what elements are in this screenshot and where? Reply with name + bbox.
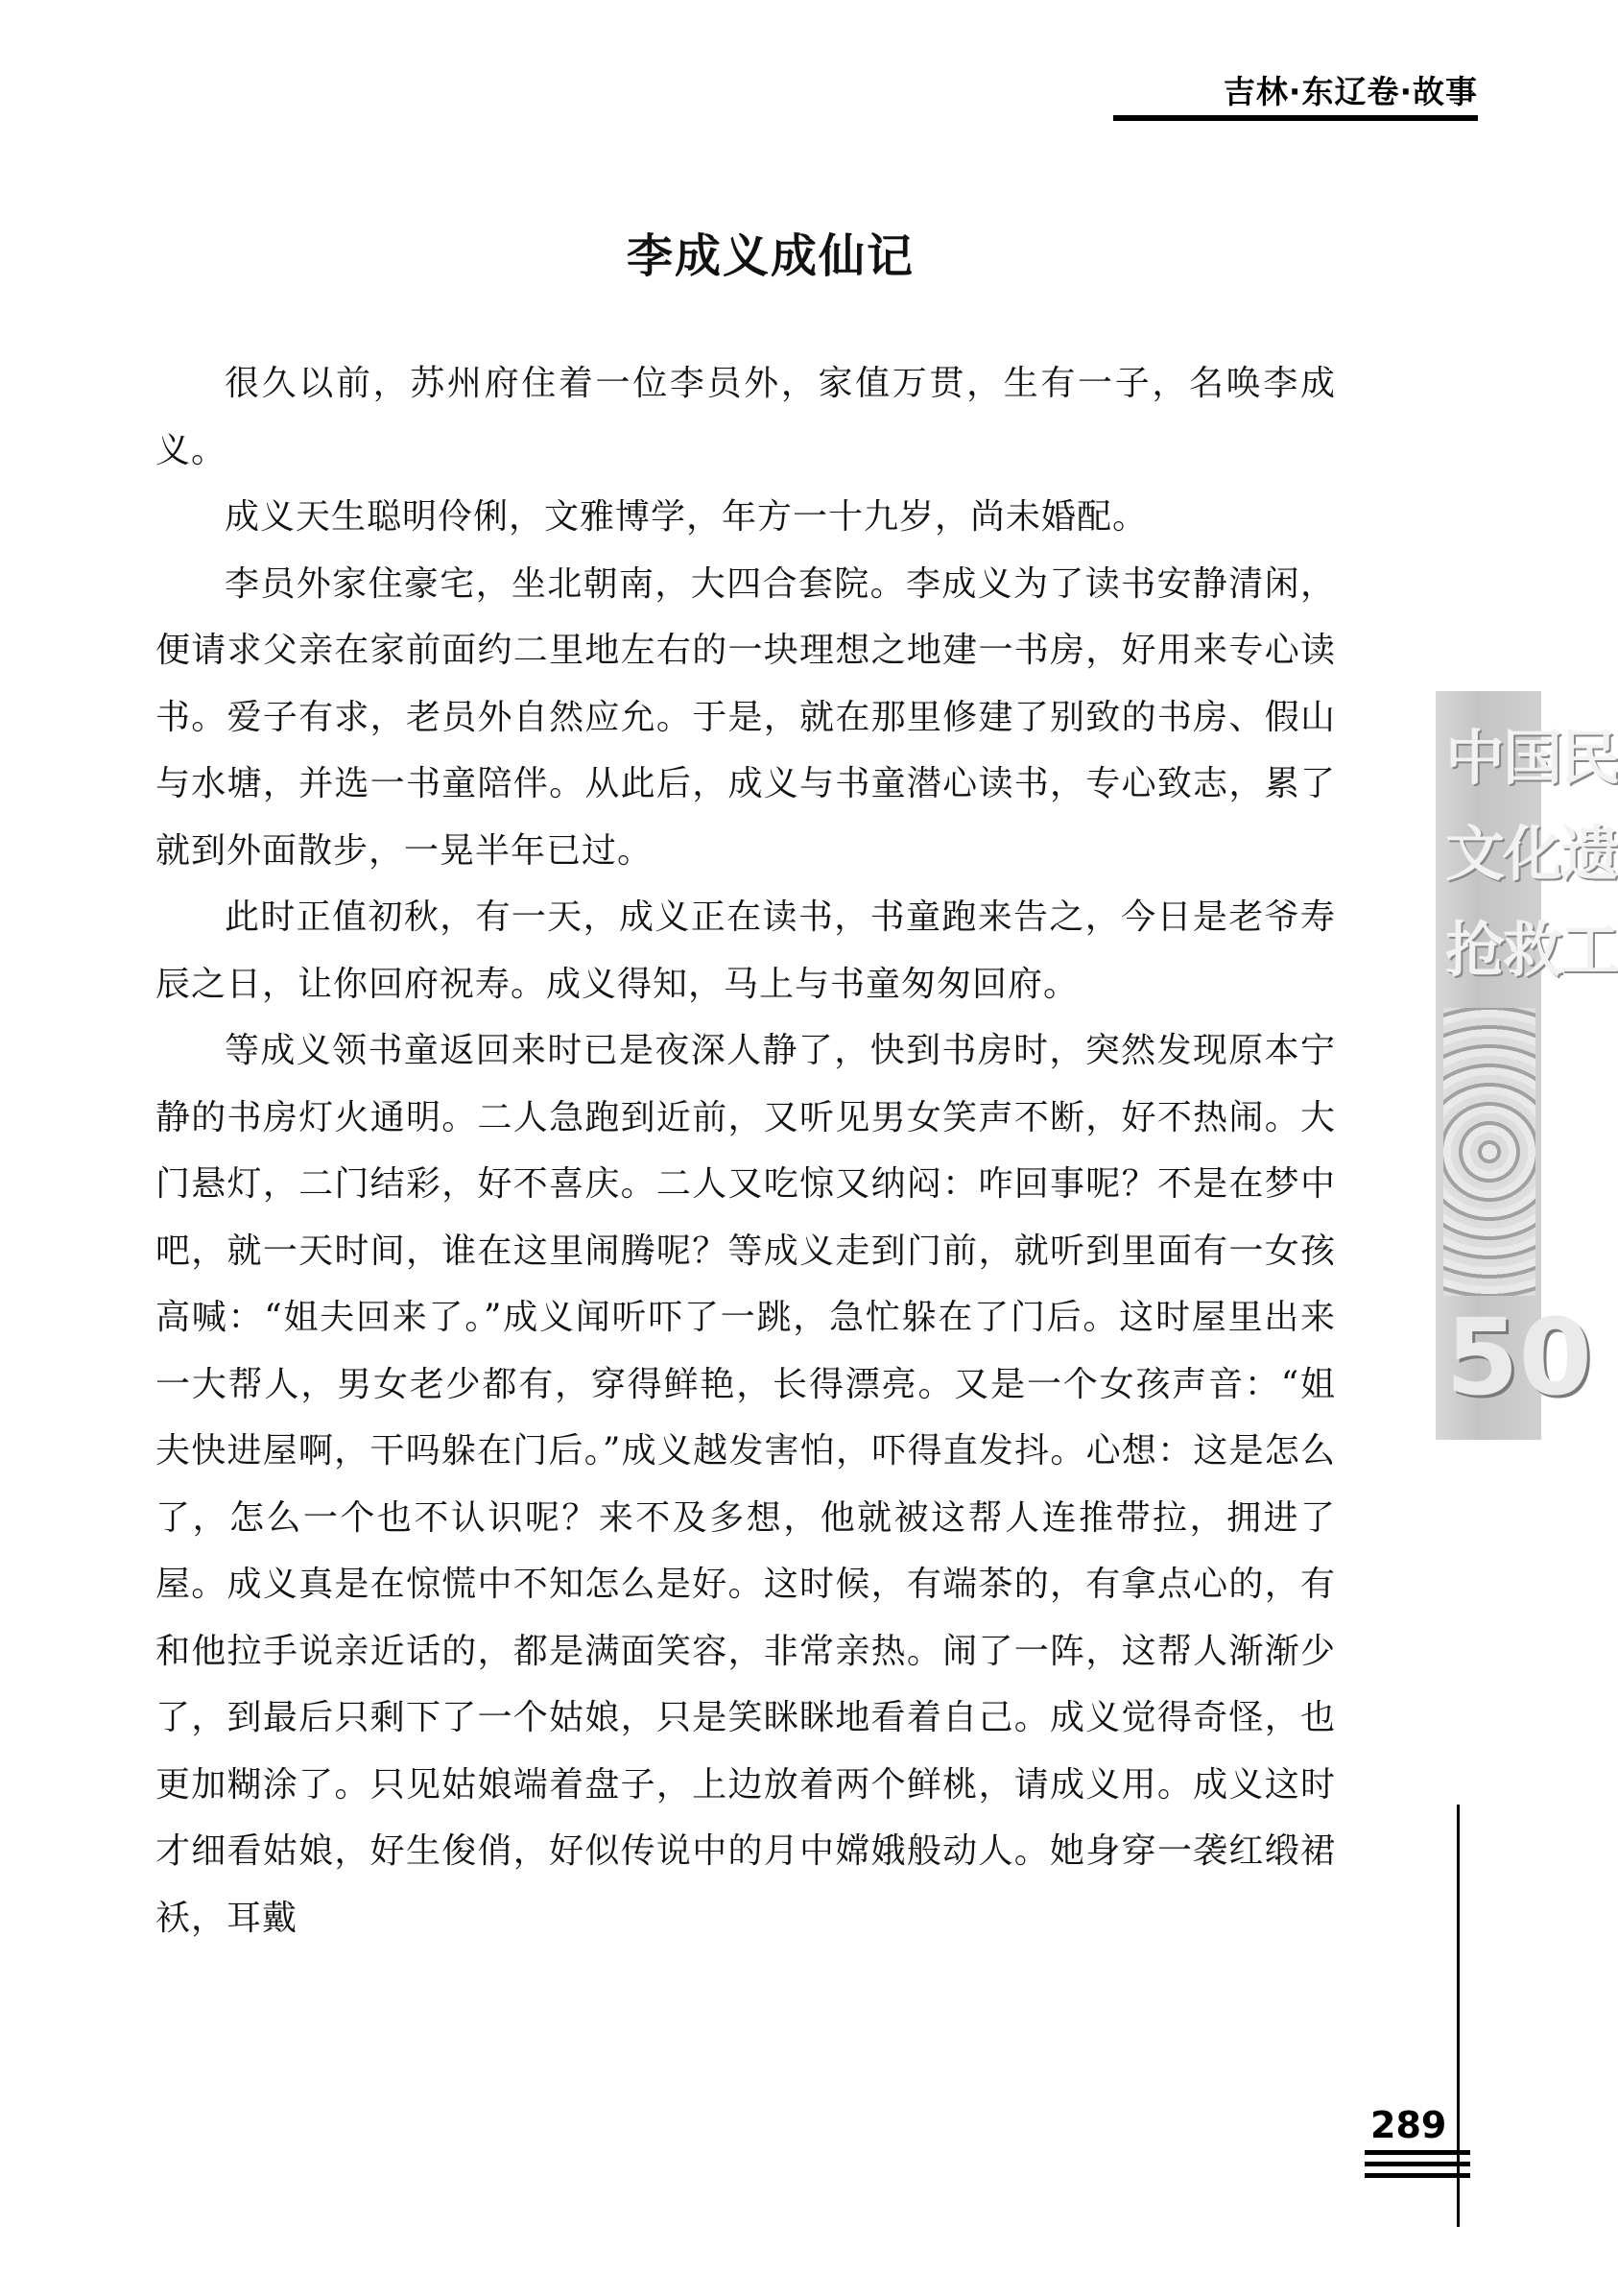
series-logo-tab xyxy=(1436,691,1618,1440)
series-logo-number: 50 xyxy=(1445,1296,1593,1419)
running-title: 吉林·东辽卷·故事 xyxy=(1223,73,1478,110)
paragraph: 很久以前，苏州府住着一位李员外，家值万贯，生有一子，名唤李成义。 xyxy=(155,364,1336,470)
decorative-pattern xyxy=(1443,1008,1535,1296)
page-number-rule xyxy=(1365,2162,1470,2166)
paragraph: 李员外家住豪宅，坐北朝南，大四合套院。李成义为了读书安静清闲，便请求父亲在家前面约二里地左右的一块理想之地建一书房，好用来专心读书。爱子有求，老员外自然应允。于是，就在那里修建了别致的书房、假山与水塘，并选一书童陪伴。从此后，成义与书童潜心读书，专心致志，累了就到外面散步，一晃半年已过。 xyxy=(155,563,1336,871)
series-logo-text: 抢救工 xyxy=(1445,915,1618,985)
story-title: 李成义成仙记 xyxy=(626,229,915,283)
page-number: 289 xyxy=(1370,2104,1447,2146)
story-body xyxy=(155,350,1336,1951)
page-number-rule xyxy=(1365,2150,1470,2155)
page-number-rule xyxy=(1365,2173,1470,2178)
paragraph: 等成义领书童返回来时已是夜深人静了，快到书房时，突然发现原本宁静的书房灯火通明。二人急跑到近前，又听见男女笑声不断，好不热闹。大门悬灯，二门结彩，好不喜庆。二人又吃惊又纳闷：咋回事呢？不是在梦中吧，就一天时间，谁在这里闹腾呢？等成义走到门前，就听到里面有一女孩高喊：“姐夫回来了。”成义闻听吓了一跳，急忙躲在了门后。这时屋里出来一大帮人，男女老少都有，穿得鲜艳，长得漂亮。又是一个女孩声音：“姐夫快进屋啊，干吗躲在门后。”成义越发害怕，吓得直发抖。心想：这是怎么了，怎么一个也不认识呢？来不及多想，他就被这帮人连推带拉，拥进了屋。成义真是在惊慌中不知怎么是好。这时候，有端茶的，有拿点心的，有和他拉手说亲近话的，都是满面笑容，非常亲热。闹了一阵，这帮人渐渐少了，到最后只剩下了一个姑娘，只是笑眯眯地看着自己。成义觉得奇怪，也更加糊涂了。只见姑娘端着盘子，上边放着两个鲜桃，请成义用。成义这时才细看姑娘，好生俊俏，好似传说中的月中嫦娥般动人。她身穿一袭红缎裙袄，耳戴 xyxy=(155,1031,1336,1938)
series-logo-text: 文化遗 xyxy=(1445,819,1618,889)
header-rule xyxy=(1113,115,1478,121)
paragraph: 成义天生聪明伶俐，文雅博学，年方一十九岁，尚未婚配。 xyxy=(225,497,1149,537)
paragraph: 此时正值初秋，有一天，成义正在读书，书童跑来告之，今日是老爷寿辰之日，让你回府祝寿。成义得知，马上与书童匆匆回府。 xyxy=(155,897,1336,1004)
running-header xyxy=(1056,60,1478,117)
series-logo-text: 中国民 xyxy=(1445,723,1618,793)
